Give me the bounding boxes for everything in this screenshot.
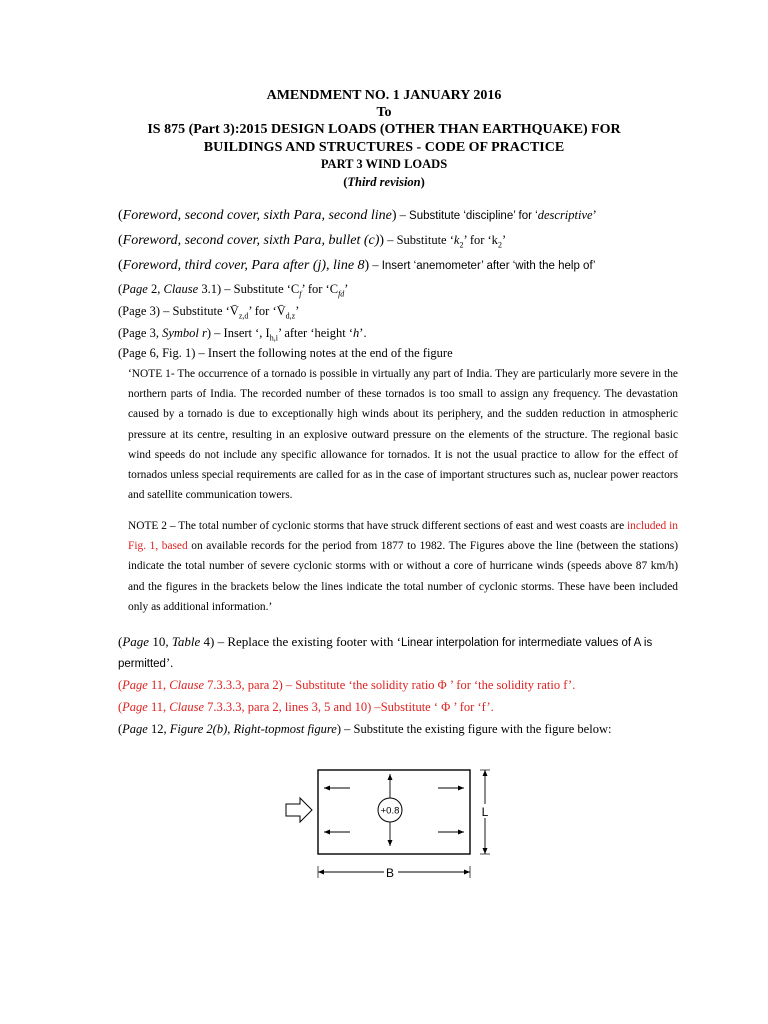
standard-title-cont: BUILDINGS AND STRUCTURES - CODE OF PRACTICE bbox=[203, 140, 565, 155]
dimension-l-label: L bbox=[481, 805, 489, 819]
amendment-item-4: (Page 2, Clause 3.1) – Substitute ‘$C_f$’ for ‘$C_{fd}$’ bbox=[118, 282, 349, 299]
amendment-item-page10-cont: permitted’. bbox=[118, 656, 174, 670]
amendment-item-1: (Foreword, second cover, sixth Para, second line) – Substitute ‘discipline’ for ‘descriptive’ bbox=[118, 208, 597, 223]
note-2: NOTE 2 – The total number of cyclonic storms that have struck different sections of east and west coasts are included in Fig. 1, based on available records for the period from 1877 to 1982. The Figures above the line (between the stations) indicate the total number of severe cyclonic storms with or without a core of hurricane winds (speeds above 87 km/h) and the figures in the brackets below the lines indicate the total number of cyclonic storms. These have been included only as additional information.’ bbox=[128, 520, 678, 613]
standard-title: IS 875 (Part 3):2015 DESIGN LOADS (OTHER THAN EARTHQUAKE) FOR bbox=[147, 122, 621, 137]
to-line: To bbox=[376, 105, 392, 120]
note-1: ‘NOTE 1- The occurrence of a tornado is possible in virtually any part of India. They are particularly more severe in the northern parts of India. The recorded number of these tornados is too small to assign any frequency. The devastation caused by a tornado is due to exceptionally high winds about its periphery, and the sudden reduction in atmospheric pressure at its centre, resulting in an explosive outward pressure on the elements of the structure. The regional basic wind speeds do not include any specific allowance for tornados. It is not the usual practice to allow for the effect of tornados unless special requirements are called for as in the case of important structures such as, nuclear power reactors and satellite communication towers. bbox=[128, 368, 678, 502]
amendment-title: AMENDMENT NO. 1 JANUARY 2016 bbox=[266, 88, 502, 103]
amendment-item-3: (Foreword, third cover, Para after (j), line 8) – Insert ‘anemometer’ after ‘with the help of’ bbox=[118, 258, 596, 273]
pressure-value: +0.8 bbox=[380, 805, 400, 817]
part-title: PART 3 WIND LOADS bbox=[320, 157, 448, 171]
amendment-item-page11-b: (Page 11, Clause 7.3.3.3, para 2, lines 3, 5 and 10) –Substitute ‘ Φ ’ for ‘f’. bbox=[118, 700, 494, 714]
amendment-item-6: (Page 3, Symbol r) – Insert ‘, $I_{h,i}$’ after ‘height ‘h’. bbox=[118, 326, 367, 343]
amendment-item-page11-a: (Page 11, Clause 7.3.3.3, para 2) – Substitute ‘the solidity ratio Φ ’ for ‘the solidity ratio f’. bbox=[118, 678, 576, 692]
note-2-highlight: included in Fig. 1, based bbox=[128, 520, 678, 553]
revision-label: (Third revision) bbox=[343, 175, 425, 189]
wind-arrow-icon bbox=[286, 798, 312, 822]
amendment-item-5: (Page 3) – Substitute ‘$V̄_{z,d}$’ for ‘$V̄_{d,z}$’ bbox=[118, 304, 300, 321]
amendment-item-page12: (Page 12, Figure 2(b), Right-topmost figure) – Substitute the existing figure with the figure below: bbox=[118, 722, 612, 736]
dimension-b-label: B bbox=[385, 866, 395, 880]
wind-pressure-figure bbox=[280, 760, 500, 890]
amendment-item-2: (Foreword, second cover, sixth Para, bullet (c)) – Substitute ‘$k_2$’ for ‘$k_2$’ bbox=[118, 233, 507, 250]
amendment-item-7: (Page 6, Fig. 1) – Insert the following notes at the end of the figure bbox=[118, 346, 453, 360]
amendment-item-page10: (Page 10, Table 4) – Replace the existing footer with ‘Linear interpolation for intermediate values of A is bbox=[118, 634, 653, 649]
